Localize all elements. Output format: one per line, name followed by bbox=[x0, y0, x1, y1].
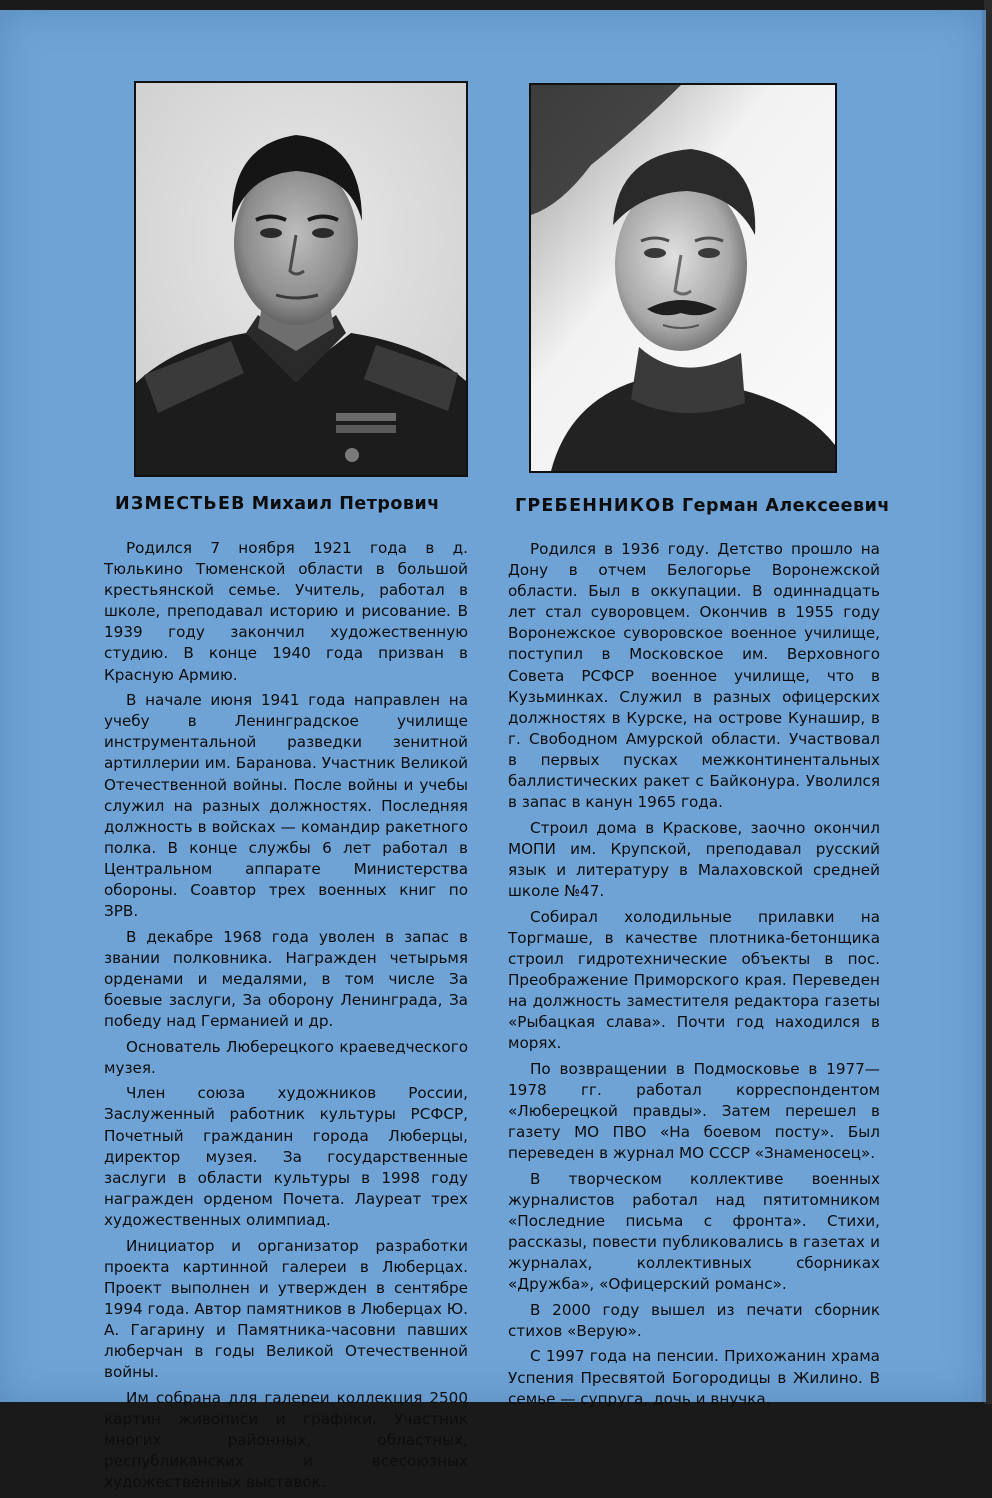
bio-paragraph: С 1997 года на пенсии. Прихожанин храма Успения Пресвятой Богородицы в Жилино. В семье — супруга, дочь и внучка. bbox=[508, 1347, 880, 1408]
bio-paragraph: В 2000 году вышел из печати сборник стихов «Верую». bbox=[508, 1300, 880, 1340]
surname-right: ГРЕБЕННИКОВ bbox=[515, 496, 676, 516]
portrait-izmestyev-photo bbox=[134, 81, 468, 477]
bio-paragraph: Инициатор и организатор разработки проекта картинной галереи в Люберцах. Проект выполнен и утвержден в сентябре 1994 года. Автор памятников в Люберцах Ю. А. Гагарину и Памятника-часовни павших люберчан в годы Великой Отечественной войны. bbox=[104, 1236, 468, 1382]
bio-paragraph: Строил дома в Краскове, заочно окончил МОПИ им. Крупской, преподавал русский язык и литературу в Малаховской средней школе №47. bbox=[508, 818, 880, 900]
person-name-right bbox=[515, 496, 890, 516]
bio-paragraph: В начале июня 1941 года направлен на учебу в Ленинградское училище инструментальной разведки зенитной артиллерии им. Баранова. Участник Великой Отечественной войны. После войны и учебы служил на разных должностях. Последняя должность в войсках — командир ракетного полка. В конце службы 6 лет работал в Центральном аппарате Министерства обороны. Соавтор трех военных книг по ЗРВ. bbox=[104, 691, 468, 921]
bio-paragraph: Собирал холодильные прилавки на Торгмаше, в качестве плотника-бетонщика строил гидротехнические объекты в пос. Преображение Приморского края. Переведен на должность заместителя редактора газеты «Рыбацкая слава». Почти год находился в морях. bbox=[508, 907, 880, 1053]
bio-paragraph: По возвращении в Подмосковье в 1977—1978 гг. работал корреспондентом «Люберецкой правды». Затем перешел в газету МО ПВО «На боевом посту». Был переведен в журнал МО СССР «Знаменосец». bbox=[508, 1059, 880, 1163]
biography-right bbox=[508, 539, 880, 1414]
biography-left bbox=[104, 538, 468, 1498]
bio-paragraph: Основатель Люберецкого краеведческого музея. bbox=[104, 1037, 468, 1077]
person-name-left bbox=[115, 494, 440, 514]
bio-paragraph: В декабре 1968 года уволен в запас в звании полковника. Награжден четырьмя орденами и медалями, в том числе За боевые заслуги, За оборону Ленинграда, За победу над Германией и др. bbox=[104, 927, 468, 1031]
bio-paragraph: В творческом коллективе военных журналистов работал над пятитомником «Последние письма с фронта». Стихи, рассказы, повести публиковались в газетах и журналах, коллективных сборниках «Дружба», «Офицерский романс». bbox=[508, 1169, 880, 1294]
portrait-grebennikov-photo bbox=[529, 83, 837, 473]
given-name-right: Герман Алексеевич bbox=[681, 496, 890, 516]
bio-paragraph: Им собрана для галереи коллекция 2500 картин живописи и графики. Участник многих районных, областных, республиканских и всесоюзных художественных выставок. bbox=[104, 1388, 468, 1492]
bio-paragraph: Родился в 1936 году. Детство прошло на Дону в отчем Белогорье Воронежской области. Был в оккупации. В одиннадцать лет стал суворовцем. Окончив в 1955 году Воронежское суворовское военное училище, поступил в Московское им. Верховного Совета РСФСР военное училище, что в Кузьминках. Служил в разных офицерских должностях в Курске, на острове Кунашир, в г. Свободном Амурской области. Участвовал в первых пусках межконтинентальных баллистических ракет с Байконура. Уволился в запас в канун 1965 года. bbox=[508, 540, 880, 812]
bio-paragraph: Родился 7 ноября 1921 года в д. Тюлькино Тюменской области в большой крестьянской семье. Учитель, работал в школе, преподавал историю и рисование. В 1939 году закончил художественную студию. В конце 1940 года призван в Красную Армию. bbox=[104, 539, 468, 684]
surname-left: ИЗМЕСТЬЕВ bbox=[115, 494, 246, 514]
given-name-left: Михаил Петрович bbox=[251, 494, 440, 514]
bio-paragraph: Член союза художников России, Заслуженный работник культуры РСФСР, Почетный гражданин города Люберцы, директор музея. За государственные заслуги в области культуры в 1998 году награжден орденом Почета. Лауреат трех художественных олимпиад. bbox=[104, 1084, 468, 1229]
